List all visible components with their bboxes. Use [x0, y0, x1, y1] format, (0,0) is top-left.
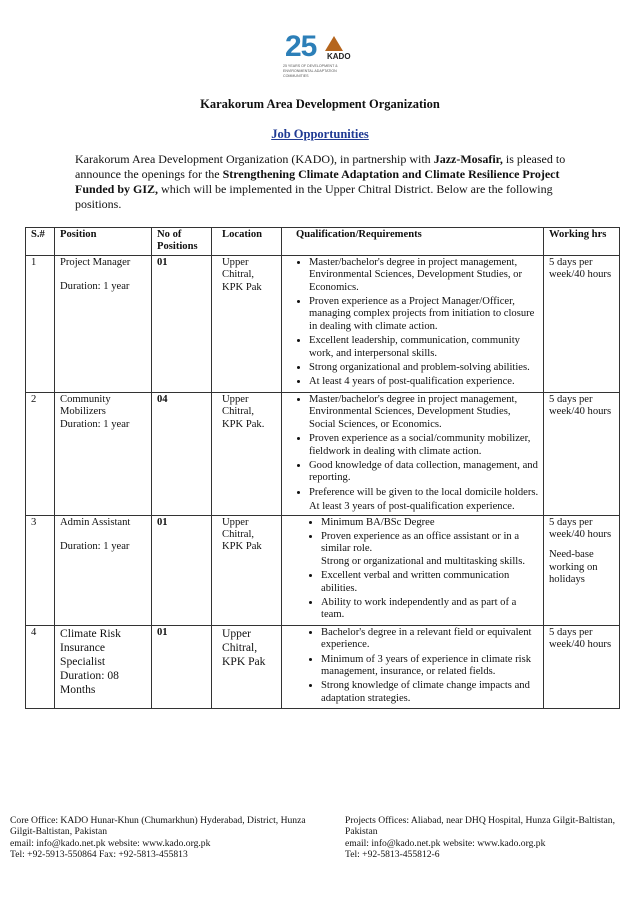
row-sno: 1: [26, 255, 55, 392]
intro-project: Strengthening Climate Adaptation and Climate Resilience Project Funded by GIZ,: [75, 167, 560, 196]
row-hours: [544, 515, 620, 625]
position-count: 04: [157, 393, 168, 405]
logo-tagline: 25 YEARS OF DEVELOPMENT & ENVIRONMENTAL ADAPTATION COMMUNITIES: [283, 64, 338, 78]
header-position: Position: [55, 228, 152, 256]
position-count: 01: [157, 516, 168, 528]
header-location: Location: [212, 228, 282, 256]
requirement-item: • Proven experience as a Project Manager/Officer, managing complex projects from initiation to closure in dealing with climate action.: [309, 296, 539, 333]
footer-project-address: Projects Offices: Aliabad, near DHQ Hospital, Hunza Gilgit-Baltistan, Pakistan: [345, 815, 615, 838]
row-requirements: [282, 392, 544, 515]
position-count: 01: [157, 626, 168, 638]
header-hours: Working hrs: [544, 228, 620, 256]
requirement-item: • Preference will be given to the local domicile holders.: [309, 487, 539, 499]
section-title: Job Opportunities: [271, 127, 369, 141]
table-row: [26, 625, 620, 708]
logo-number: 25: [285, 30, 317, 63]
position-title: Project Manager: [60, 256, 131, 268]
header-count: No of Positions: [152, 228, 212, 256]
row-position: [55, 625, 152, 708]
requirement-item: • Strong knowledge of climate change impacts and adaptation strategies.: [321, 680, 539, 705]
requirement-item: • Master/bachelor's degree in project management, Environmental Sciences, Development Studies, or Economics.: [309, 257, 539, 294]
requirement-item: • Excellent verbal and written communication abilities.: [321, 570, 539, 595]
row-location: Upper Chitral, KPK Pak: [212, 625, 282, 708]
footer-project-office: [345, 815, 635, 861]
row-requirements: [282, 625, 544, 708]
intro-partner: Jazz-Mosafir,: [433, 152, 503, 166]
footer-core-phone: Tel: +92-5913-550864 Fax: +92-5813-455813: [10, 849, 188, 861]
position-duration: Duration: 08 Months: [60, 668, 119, 696]
table-header-row: [26, 228, 620, 256]
row-count: [152, 255, 212, 392]
hours-text: 5 days per week/40 hours: [549, 516, 612, 540]
position-duration: Duration: 1 year: [60, 540, 130, 552]
jobs-table: [25, 227, 620, 709]
requirement-item: • Proven experience as a social/community mobilizer, fieldwork in dealing with climate action.: [309, 433, 539, 458]
row-position: [55, 392, 152, 515]
requirement-item: • At least 4 years of post-qualification experience.: [309, 376, 539, 388]
footer-core-office: [10, 815, 328, 861]
row-location: Upper Chitral, KPK Pak.: [212, 392, 282, 515]
requirement-item: • Bachelor's degree in a relevant field or equivalent experience.: [321, 627, 539, 652]
row-location: Upper Chitral, KPK Pak: [212, 255, 282, 392]
requirement-item: • Master/bachelor's degree in project management, Environmental Sciences, Development Studies, Social Sciences, or Economics.: [309, 394, 539, 431]
hours-note: Need-base working on holidays: [549, 549, 598, 586]
footer-project-phone: Tel: +92-5813-455812-6: [345, 849, 440, 861]
intro-part1: Karakorum Area Development Organization (KADO), in partnership with: [75, 152, 434, 166]
table-row: [26, 255, 620, 392]
footer-core-address: Core Office: KADO Hunar-Khun (Chumarkhun) Hyderabad, District, Hunza Gilgit-Baltistan, Pakistan: [10, 815, 306, 838]
table-row: [26, 515, 620, 625]
kado-25-logo: [283, 30, 357, 76]
header-qualification: Qualification/Requirements: [282, 228, 544, 256]
requirement-item: • Proven experience as an office assistant or in a similar role. Strong or organizational and multitasking skills.: [321, 531, 539, 568]
requirement-item: • Strong organizational and problem-solving abilities.: [309, 362, 539, 374]
requirement-item: • Ability to work independently and as part of a team.: [321, 597, 539, 622]
position-title: Admin Assistant: [60, 516, 131, 528]
position-duration: Duration: 1 year: [60, 418, 130, 430]
row-position: [55, 515, 152, 625]
position-title: Community Mobilizers: [60, 393, 111, 418]
footer-core-contact: email: info@kado.net.pk website: www.kado.org.pk: [10, 837, 211, 849]
row-sno: 4: [26, 625, 55, 708]
row-sno: 3: [26, 515, 55, 625]
requirement-item: • Minimum of 3 years of experience in climate risk management, insurance, or related fields.: [321, 654, 539, 679]
intro-part2: is pleased to announce the openings for the: [75, 152, 566, 181]
logo-name: KADO: [327, 52, 351, 61]
row-hours: 5 days per week/40 hours: [544, 255, 620, 392]
requirement-extra: At least 3 years of post-qualification experience.: [309, 501, 515, 513]
position-title: Climate Risk Insurance Specialist: [60, 626, 121, 668]
logo-mountain-icon: [325, 36, 343, 51]
requirement-sub-note: Strong or organizational and multitasking skills.: [321, 555, 526, 567]
row-requirements: [282, 515, 544, 625]
intro-paragraph: [75, 152, 570, 212]
requirement-item: • Excellent leadership, communication, community work, and interpersonal skills.: [309, 335, 539, 360]
position-duration: Duration: 1 year: [60, 281, 130, 293]
row-count: [152, 392, 212, 515]
requirement-item: • Minimum BA/BSc Degree: [321, 517, 539, 529]
requirement-item: • Good knowledge of data collection, management, and reporting.: [309, 460, 539, 485]
row-hours: 5 days per week/40 hours: [544, 392, 620, 515]
row-location: Upper Chitral, KPK Pak: [212, 515, 282, 625]
row-requirements: [282, 255, 544, 392]
row-count: [152, 515, 212, 625]
footer-project-contact: email: info@kado.net.pk website: www.kado.org.pk: [345, 837, 546, 849]
header-sno: S.#: [26, 228, 55, 256]
row-count: [152, 625, 212, 708]
row-sno: 2: [26, 392, 55, 515]
row-hours: 5 days per week/40 hours: [544, 625, 620, 708]
intro-part3: which will be implemented in the Upper Chitral District. Below are the following positions.: [75, 182, 553, 211]
table-row: [26, 392, 620, 515]
organization-title: Karakorum Area Development Organization: [200, 97, 440, 111]
row-position: [55, 255, 152, 392]
position-count: 01: [157, 256, 168, 268]
